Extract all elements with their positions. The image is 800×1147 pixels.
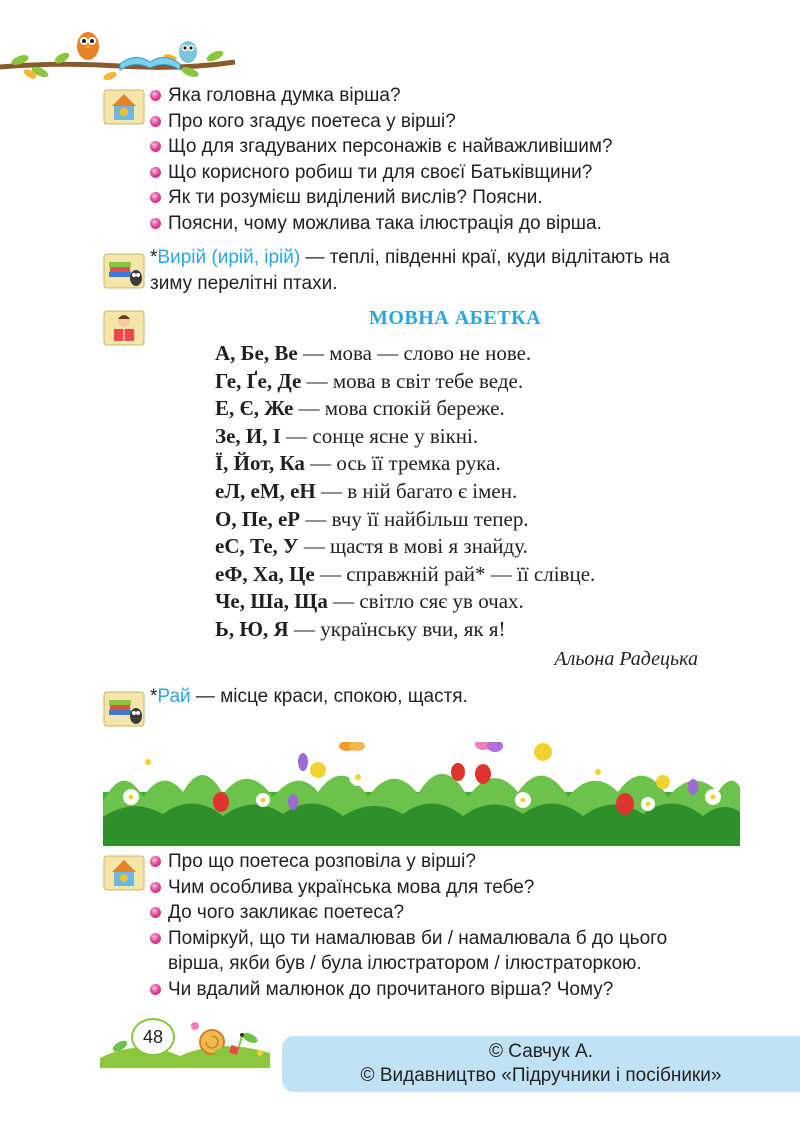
owl-right [179, 41, 197, 63]
poem-line: О, Пе, еР — вчу її найбільш тепер. [215, 506, 529, 531]
list-item: Поміркуй, що ти намалював би / намалювала б до цього [150, 926, 750, 952]
poem-line: еФ, Ха, Це — справжній рай* — її слівце. [215, 561, 596, 586]
bullet-icon [150, 933, 161, 944]
bullet-icon [150, 167, 161, 178]
list-item: Що корисного робиш ти для своєї Батьківщини? [150, 160, 750, 186]
poem-line: еЛ, еМ, еН — в ній багато є імен. [215, 478, 518, 503]
list-item: Поясни, чому можлива така ілюстрація до вірша. [150, 211, 750, 237]
questions-icon [102, 86, 146, 126]
branch-owls-book-illustration [0, 22, 240, 82]
butterfly-orange [339, 742, 365, 751]
list-item: Про що поетеса розповіла у вірші? [150, 849, 750, 875]
bullet-icon [150, 218, 161, 229]
term-ray: Рай [157, 686, 191, 707]
note-vyriy: *Вирій (ирій, ірій) — теплі, південні краї, куди відлітають на [150, 247, 670, 268]
bullet-icon [150, 907, 161, 918]
questions-top-list [150, 83, 750, 236]
poem-line: Че, Ша, Ща — світло сяє ув очах. [215, 589, 524, 614]
bullet-icon [150, 141, 161, 152]
poem-line: Ї, Йот, Ка — ось її тремка рука. [215, 451, 501, 476]
questions-icon [102, 852, 146, 892]
list-item: Як ти розумієш виділений вислів? Поясни. [150, 185, 750, 211]
list-item: Про кого згадує поетеса у вірші? [150, 109, 750, 135]
list-item: Що для згадуваних персонажів є найважливішим? [150, 134, 750, 160]
bullet-icon [150, 882, 161, 893]
snail-flowers-illustration [100, 1008, 275, 1068]
list-item: Чи вдалий малюнок до прочитаного вірша? Чому? [150, 977, 750, 1003]
page-number: 48 [131, 1018, 175, 1056]
poem-body [215, 340, 735, 644]
copyright-author: © Савчук А. [489, 1041, 593, 1062]
list-item-continuation: вірша, якби був / була ілюстратором / ілюстраторкою. [168, 953, 642, 974]
poem-line: еС, Те, У — щастя в мові я знайду. [215, 534, 528, 559]
poem-line: Зе, И, І — сонце ясне у вікні. [215, 423, 479, 448]
poem-title: МОВНА АБЕТКА [368, 307, 542, 329]
poem-line: Ге, Ґе, Де — мова в світ тебе веде. [215, 368, 524, 393]
poem-line: Е, Є, Же — мова спокій береже. [215, 396, 505, 421]
copyright-footer [282, 1036, 800, 1092]
list-item: Чим особлива українська мова для тебе? [150, 875, 750, 901]
bullet-icon [150, 116, 161, 127]
bullet-icon [150, 90, 161, 101]
poem-author: Альона Радецька [554, 648, 698, 670]
term-vyriy: Вирій (ирій, ірій) [157, 247, 301, 268]
copyright-publisher: © Видавництво «Підручники і посібники» [360, 1065, 722, 1086]
reading-child-icon [102, 307, 146, 347]
bullet-icon [150, 192, 161, 203]
butterfly-pink [475, 742, 503, 752]
owl-left [77, 32, 99, 60]
poem-line: А, Бе, Ве — мова — слово не нове. [215, 341, 532, 365]
poem-line: Ь, Ю, Я — українську вчи, як я! [215, 616, 506, 641]
list-item: Яка головна думка вірша? [150, 83, 750, 109]
note-vyriy-line2: зиму перелітні птахи. [150, 273, 338, 294]
bullet-icon [150, 984, 161, 995]
list-item: До чого закликає поетеса? [150, 900, 750, 926]
note-ray: *Рай — місце краси, спокою, щастя. [150, 686, 468, 707]
bullet-icon [150, 856, 161, 867]
dictionary-books-icon [102, 688, 146, 728]
questions-bottom-list [150, 849, 750, 1002]
meadow-flowers-illustration [103, 742, 740, 846]
dictionary-books-icon [102, 250, 146, 290]
